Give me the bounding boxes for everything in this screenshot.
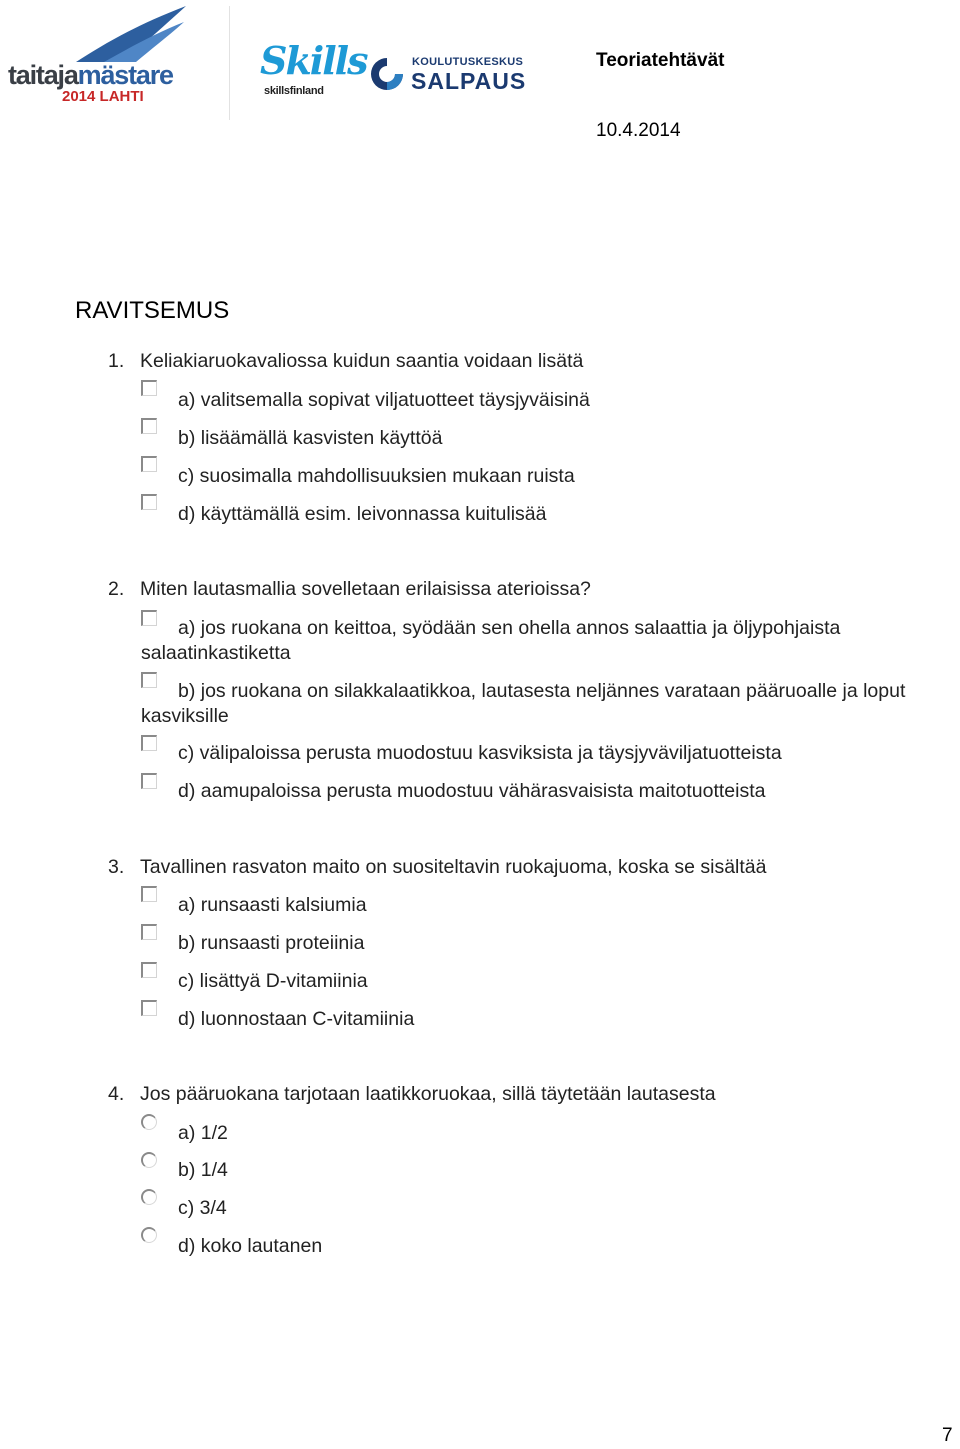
- question-4-option-b-radio[interactable]: [141, 1152, 157, 1168]
- question-1-option-c: c) suosimalla mahdollisuuksien mukaan ruista: [178, 465, 575, 487]
- question-3-number: 3.: [108, 856, 125, 878]
- question-1-option-d: d) käyttämällä esim. leivonnassa kuitulisää: [178, 503, 547, 525]
- question-2-option-b-text: b) jos ruokana on silakkalaatikkoa, lautasesta neljännes varataan pääruoalle ja loput kasviksille: [141, 680, 906, 727]
- question-1-option-c-checkbox[interactable]: [141, 456, 157, 472]
- document-date: 10.4.2014: [596, 120, 681, 141]
- question-1-text: Keliakiaruokavaliossa kuidun saantia voidaan lisätä: [140, 350, 584, 372]
- question-4-option-d-radio[interactable]: [141, 1227, 157, 1243]
- question-2-text: Miten lautasmallia sovelletaan erilaisissa aterioissa?: [140, 578, 591, 600]
- document-title: Teoriatehtävät: [596, 50, 725, 71]
- question-1-option-a-checkbox[interactable]: [141, 380, 157, 396]
- question-1-option-b: b) lisäämällä kasvisten käyttöä: [178, 427, 443, 449]
- question-4-text: Jos pääruokana tarjotaan laatikkoruokaa, sillä täytetään lautasesta: [140, 1083, 716, 1105]
- question-3-option-a: a) runsaasti kalsiumia: [178, 894, 367, 916]
- question-2-option-d: d) aamupaloissa perusta muodostuu vähärasvaisista maitotuotteista: [178, 780, 766, 802]
- salpaus-line2: SALPAUS: [411, 68, 527, 94]
- taitaja-word-part1: taitaja: [8, 60, 78, 90]
- question-2-option-a-text: a) jos ruokana on keittoa, syödään sen ohella annos salaattia ja öljypohjaista salaatinkastiketta: [141, 617, 841, 664]
- question-3-option-d: d) luonnostaan C-vitamiinia: [178, 1008, 415, 1030]
- taitaja-subtitle: 2014 LAHTI: [62, 88, 144, 105]
- taitaja-swoosh-icon: [74, 4, 192, 64]
- question-4-option-c: c) 3/4: [178, 1197, 227, 1219]
- question-1-option-b-checkbox[interactable]: [141, 418, 157, 434]
- salpaus-logo: [368, 52, 527, 98]
- question-1-option-d-checkbox[interactable]: [141, 494, 157, 510]
- skills-finland-logo: [258, 38, 367, 108]
- question-4-number: 4.: [108, 1083, 125, 1105]
- section-title: RAVITSEMUS: [75, 297, 230, 324]
- question-1-number: 1.: [108, 350, 125, 372]
- question-4-option-a: a) 1/2: [178, 1122, 228, 1144]
- question-4-option-d: d) koko lautanen: [178, 1235, 323, 1257]
- question-3-option-c: c) lisättyä D-vitamiinia: [178, 970, 368, 992]
- question-2-number: 2.: [108, 578, 125, 600]
- question-2-option-b: [141, 679, 949, 729]
- question-1-option-a: a) valitsemalla sopivat viljatuotteet täysjyväisinä: [178, 389, 590, 411]
- question-3-option-c-checkbox[interactable]: [141, 962, 157, 978]
- question-4-option-a-radio[interactable]: [141, 1114, 157, 1130]
- taitaja-wordmark: [8, 60, 173, 91]
- skills-finland-text: skillsfinland: [264, 85, 324, 97]
- question-2-option-a: [141, 616, 949, 666]
- question-4-option-b: b) 1/4: [178, 1159, 228, 1181]
- question-3-text: Tavallinen rasvaton maito on suositeltavin ruokajuoma, koska se sisältää: [140, 856, 767, 878]
- page-number: 7: [942, 1425, 953, 1446]
- header-divider: [229, 6, 230, 120]
- question-3-option-b: b) runsaasti proteiinia: [178, 932, 365, 954]
- taitaja-word-part2: mästare: [77, 60, 173, 90]
- question-2-option-c: c) välipaloissa perusta muodostuu kasviksista ja täysjyväviljatuotteista: [178, 742, 782, 764]
- question-3-option-a-checkbox[interactable]: [141, 886, 157, 902]
- taitaja-mastare-logo: [4, 4, 194, 108]
- question-3-option-b-checkbox[interactable]: [141, 924, 157, 940]
- question-3-option-d-checkbox[interactable]: [141, 1000, 157, 1016]
- skills-script: Skills: [260, 38, 367, 83]
- salpaus-line1: KOULUTUSKESKUS: [412, 56, 524, 68]
- question-2-option-c-checkbox[interactable]: [141, 735, 157, 751]
- question-4-option-c-radio[interactable]: [141, 1189, 157, 1205]
- salpaus-mark-icon: [368, 55, 406, 93]
- question-2-option-d-checkbox[interactable]: [141, 773, 157, 789]
